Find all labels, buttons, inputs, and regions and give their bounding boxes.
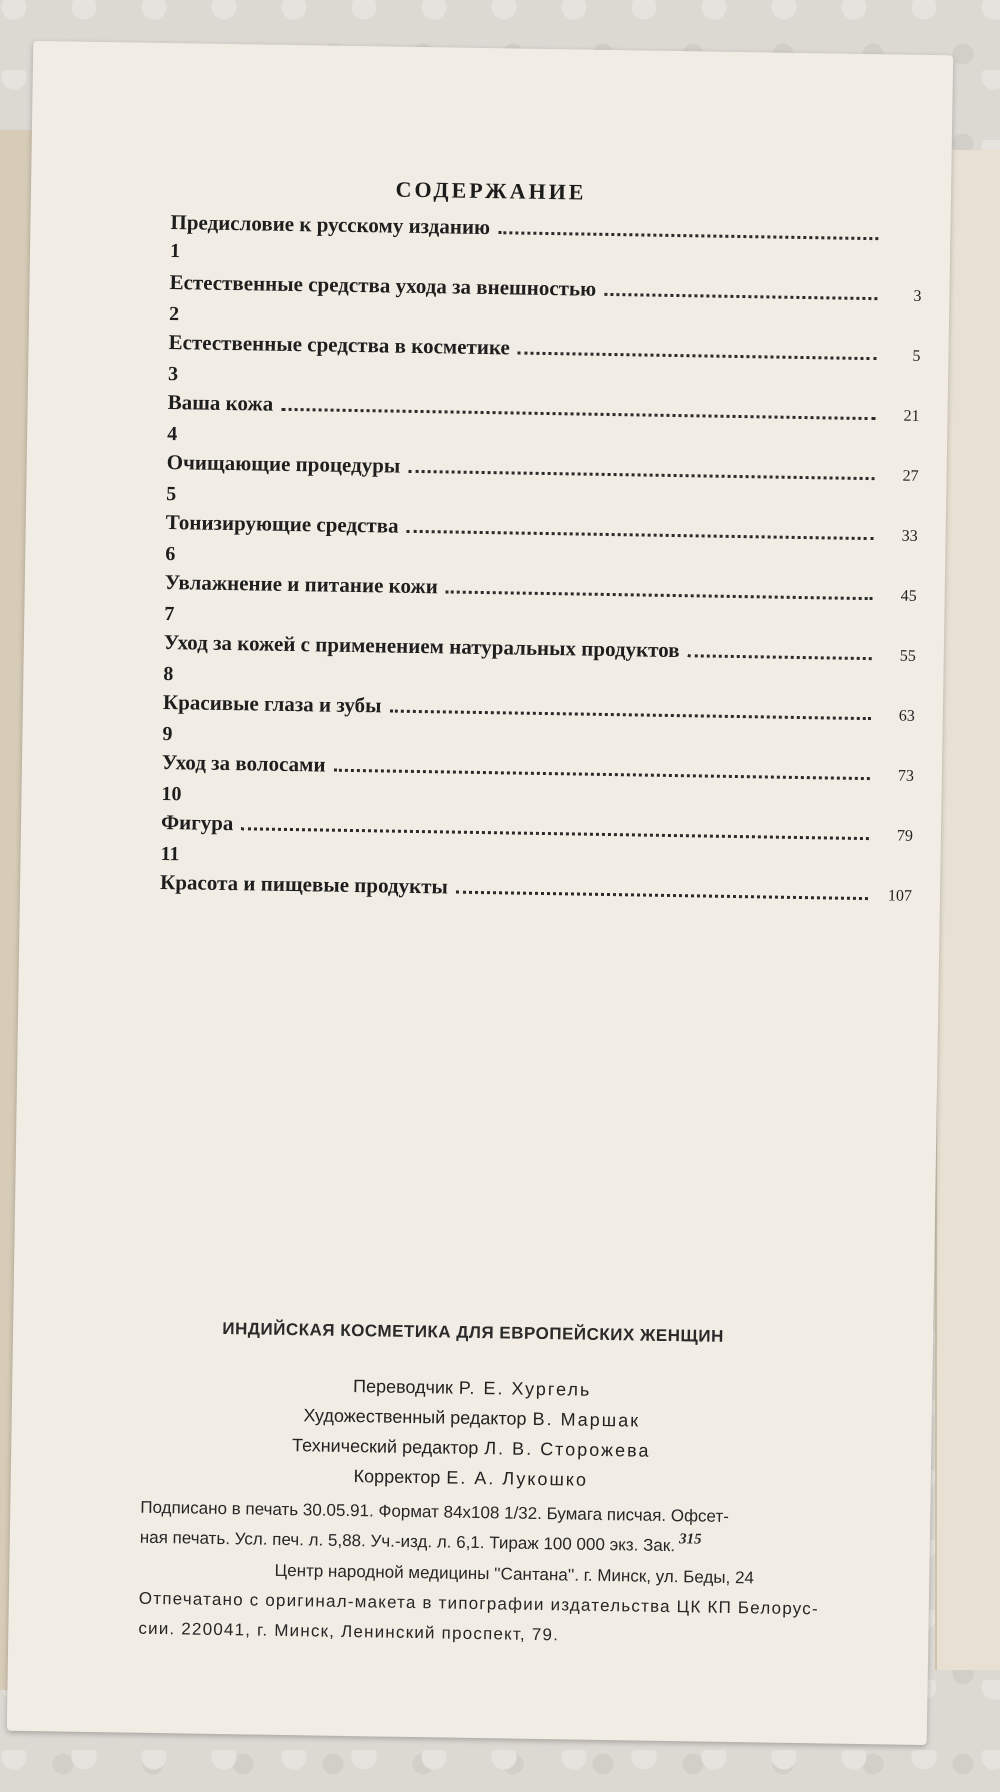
book-title: ИНДИЙСКАЯ КОСМЕТИКА ДЛЯ ЕВРОПЕЙСКИХ ЖЕНЩИН — [222, 1319, 724, 1346]
chapter-number: 3 — [167, 363, 179, 386]
toc-entry-title: Тонизирующие средства — [165, 510, 399, 538]
chapter-number: 9 — [162, 722, 173, 746]
toc-entry-title: Уход за волосами — [161, 749, 326, 777]
credit-name: Е. А. Лукошко — [446, 1467, 589, 1490]
credit-role: Технический редактор — [291, 1435, 479, 1459]
dot-leader — [389, 709, 870, 721]
dot-leader — [604, 292, 877, 300]
toc-page-number — [886, 240, 922, 241]
dot-leader — [333, 768, 869, 780]
chapter-number: 2 — [168, 303, 180, 326]
toc-heading: СОДЕРЖАНИЕ — [395, 176, 587, 205]
chapter-number: 10 — [161, 782, 182, 806]
credit-name: В. Маршак — [532, 1408, 641, 1431]
credits-block — [11, 1366, 933, 1500]
toc-entry-title: Красота и пищевые продукты — [159, 869, 449, 899]
printed-by-line: сии. 220041, г. Минск, Ленинский проспект, 79. — [138, 1618, 560, 1645]
credit-name: Л. В. Сторожева — [484, 1438, 651, 1461]
dot-leader — [456, 890, 868, 900]
toc-page-number: 5 — [912, 347, 921, 365]
imprint-block — [138, 1493, 890, 1656]
credit-role: Переводчик — [352, 1376, 454, 1398]
toc-entry-title: Увлажнение и питание кожи — [164, 570, 438, 599]
dot-leader — [406, 529, 873, 540]
toc-entry-title: Фигура — [160, 809, 234, 836]
chapter-number: 7 — [164, 603, 175, 626]
toc-page-number: 33 — [901, 527, 918, 545]
toc-page-number: 3 — [913, 287, 922, 305]
toc-page-number: 79 — [896, 827, 914, 845]
dot-leader — [687, 653, 871, 660]
toc-entry-title: Ваша кожа — [167, 390, 274, 416]
imprint-line: Подписано в печать 30.05.91. Формат 84x108 1/32. Бумага писчая. Офсет- — [140, 1497, 730, 1526]
toc-page-number: 21 — [903, 407, 920, 425]
toc-entry-title: Предисловие к русскому изданию — [170, 210, 491, 240]
toc-page-number: 45 — [900, 587, 917, 605]
chapter-number: 4 — [166, 423, 178, 446]
handwritten-order-number: 315 — [678, 1531, 702, 1548]
chapter-number: 11 — [160, 842, 180, 866]
imprint-text: ная печать. Усл. печ. л. 5,88. Уч.-изд. л. 6,1. Тираж 100 000 экз. Зак. — [139, 1527, 676, 1556]
dot-leader — [241, 826, 869, 840]
book-page — [7, 41, 953, 1745]
credit-role: Художественный редактор — [303, 1405, 527, 1429]
toc-page-number: 73 — [897, 767, 915, 785]
toc-page-number: 107 — [887, 887, 913, 905]
toc-entry-title: Естественные средства ухода за внешностью — [169, 270, 597, 301]
dot-leader — [408, 469, 874, 480]
toc-entry-title: Красивые глаза и зубы — [162, 689, 382, 718]
credit-role: Корректор — [353, 1466, 441, 1488]
printed-by-line: Отпечатано с оригинал-макета в типографии издательства ЦК КП Белорус- — [138, 1588, 819, 1619]
chapter-number: 1 — [169, 240, 181, 263]
chapter-number: 6 — [165, 543, 176, 566]
dot-leader — [446, 589, 873, 600]
toc-page-number: 63 — [898, 707, 915, 725]
dot-leader — [518, 351, 877, 361]
publisher-line: Центр народной медицины ''Сантана''. г. Минск, ул. Беды, 24 — [274, 1560, 755, 1588]
chapter-number: 5 — [166, 483, 177, 506]
credit-name: Р. Е. Хургель — [458, 1377, 592, 1400]
toc-entry-title: Очищающие процедуры — [166, 450, 401, 478]
toc-page-number: 55 — [899, 647, 916, 665]
chapter-number: 8 — [163, 663, 174, 686]
dot-leader — [498, 230, 878, 240]
toc-page-number: 27 — [902, 467, 919, 485]
toc-entry-title: Естественные средства в косметике — [168, 330, 511, 360]
toc-entry-title: Уход за кожей с применением натуральных продуктов — [163, 630, 680, 663]
dot-leader — [281, 407, 875, 420]
toc-list — [159, 208, 922, 940]
toc-entry — [159, 868, 912, 940]
